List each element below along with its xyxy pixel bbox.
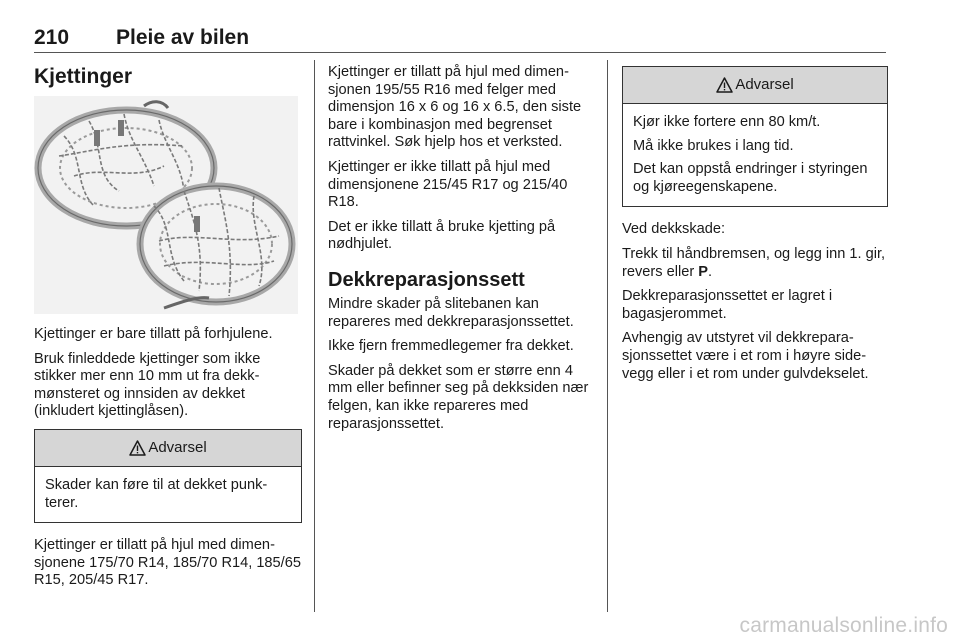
paragraph: Det er ikke tillatt å bruke kjetting på nødhjulet. xyxy=(328,218,556,253)
warning-header xyxy=(623,67,887,104)
warning-triangle-icon xyxy=(129,440,146,456)
warning-text: Må ikke brukes i lang tid. xyxy=(633,137,794,154)
warning-box xyxy=(34,429,302,523)
watermark: carmanualsonline.info xyxy=(739,614,948,637)
paragraph: Kjettinger er bare tillatt på forhjulene. xyxy=(34,326,273,342)
header-divider xyxy=(34,52,886,53)
paragraph: Ikke fjern fremmedlegemer fra dekket. xyxy=(328,338,574,355)
column-2 xyxy=(328,64,594,440)
chapter-title: Pleie av bilen xyxy=(116,26,250,49)
section-title-repair-kit: Dekkreparasjonssett xyxy=(328,268,525,291)
paragraph: Skader på dekket som er større enn 4 mm eller befinner seg på dekksiden nær felgen, kan ikke repareres med reparasjonssettet. xyxy=(328,362,589,432)
paragraph xyxy=(622,246,888,281)
warning-box xyxy=(622,66,888,207)
warning-header xyxy=(35,430,301,467)
column-3 xyxy=(622,64,888,390)
section-title-chains: Kjettinger xyxy=(34,65,133,88)
warning-text: Kjør ikke fortere enn 80 km/t. xyxy=(633,114,821,130)
text-span: . xyxy=(707,263,713,280)
paragraph: Kjettinger er ikke tillatt på hjul med dimensjonene 215/45 R17 og 215/40 R18. xyxy=(328,158,568,211)
paragraph: Dekkreparasjonssettet er lagret i bagasjerommet. xyxy=(622,288,833,322)
gear-letter: P xyxy=(698,263,708,280)
column-divider-1 xyxy=(314,60,315,612)
paragraph: Mindre skader på slitebanen kan repareres med dekkreparasjonssettet. xyxy=(328,295,574,330)
text-span: Trekk til håndbremsen, og legg inn 1. gir, revers eller xyxy=(622,245,886,280)
paragraph: Ved dekkskade: xyxy=(622,221,726,238)
warning-title: Advarsel xyxy=(735,76,794,94)
column-divider-2 xyxy=(607,60,608,612)
warning-title: Advarsel xyxy=(148,439,207,457)
paragraph: Avhengig av utstyret vil dekkreparasjonssettet være i et rom i høyre sidevegg eller i et rom under gulvdekselet. xyxy=(622,330,869,382)
page-number: 210 xyxy=(34,26,70,49)
tire-chain-illustration xyxy=(34,96,298,314)
warning-text: Det kan oppstå endringer i styringen og kjøreegenskapene. xyxy=(633,161,868,195)
column-1 xyxy=(34,64,302,597)
warning-triangle-icon xyxy=(716,77,733,93)
paragraph: Kjettinger er tillatt på hjul med dimensjonen 195/55 R16 med felger med dimensjon 16 x 6 og 16 x 6.5, den siste bare i kombinasjon med begrenset rattvinkel. Søk hjelp hos et verksted. xyxy=(328,64,582,151)
paragraph: Kjettinger er tillatt på hjul med dimensjonene 175/70 R14, 185/70 R14, 185/65 R15, 205/45 R17. xyxy=(34,537,301,589)
paragraph: Bruk finleddede kjettinger som ikke stikker mer enn 10 mm ut fra dekkmønsteret og innsiden av dekket (inkludert kjettinglåsen). xyxy=(34,350,261,420)
warning-text: Skader kan føre til at dekket punkterer. xyxy=(45,476,268,511)
page-header xyxy=(34,26,886,52)
